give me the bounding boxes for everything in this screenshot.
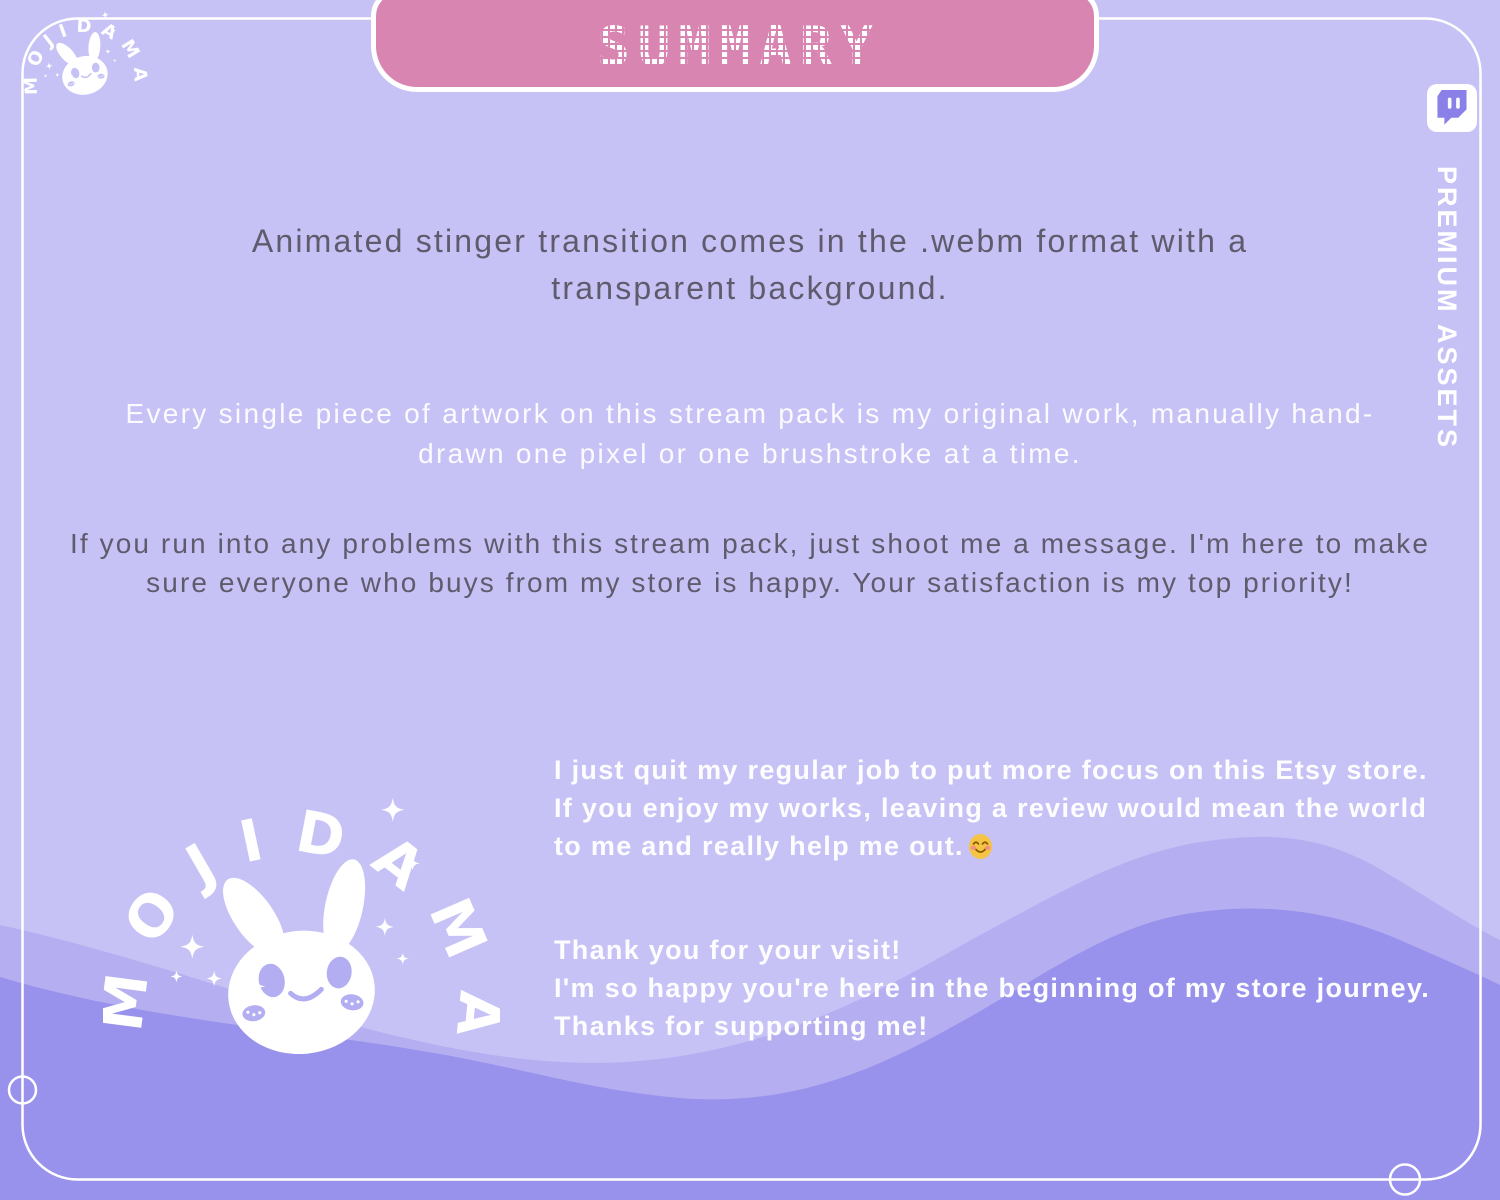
review-line: If you enjoy my works, leaving a review would mean the world: [554, 793, 1428, 823]
support-paragraph: [70, 524, 1430, 602]
twitch-icon: [1435, 90, 1469, 126]
thanks-line: I'm so happy you're here in the beginning of my store journey.: [554, 973, 1431, 1003]
intro-line: transparent background.: [551, 270, 949, 306]
support-line: If you run into any problems with this stream pack, just shoot me a message. I'm here to make: [69, 528, 1431, 559]
brand-logo-large: [103, 776, 500, 1074]
review-line: to me and really help me out.: [554, 827, 1428, 870]
page-title: SUMMARY: [589, 15, 881, 78]
intro-line: Animated stinger transition comes in the .webm format with a: [251, 223, 1249, 259]
twitch-badge: [1427, 84, 1477, 132]
originality-line: Every single piece of artwork on this stream pack is my original work, manually hand-: [125, 398, 1375, 429]
brand-logo-small: [14, 0, 150, 109]
originality-paragraph: [125, 394, 1374, 474]
review-request-paragraph: [554, 751, 1428, 870]
thanks-line: Thanks for supporting me!: [554, 1011, 929, 1041]
thanks-line: Thank you for your visit!: [554, 935, 902, 965]
title-banner: [371, 0, 1099, 92]
support-line: sure everyone who buys from my store is happy. Your satisfaction is my top priority!: [146, 567, 1354, 598]
review-line: I just quit my regular job to put more focus on this Etsy store.: [554, 755, 1428, 785]
premium-assets-label: PREMIUM ASSETS: [1432, 166, 1462, 451]
originality-line: drawn one pixel or one brushstroke at a time.: [418, 438, 1082, 469]
thanks-paragraph: [554, 931, 1430, 1045]
smiling-face-emoji: [967, 832, 994, 870]
intro-paragraph: [252, 218, 1248, 312]
